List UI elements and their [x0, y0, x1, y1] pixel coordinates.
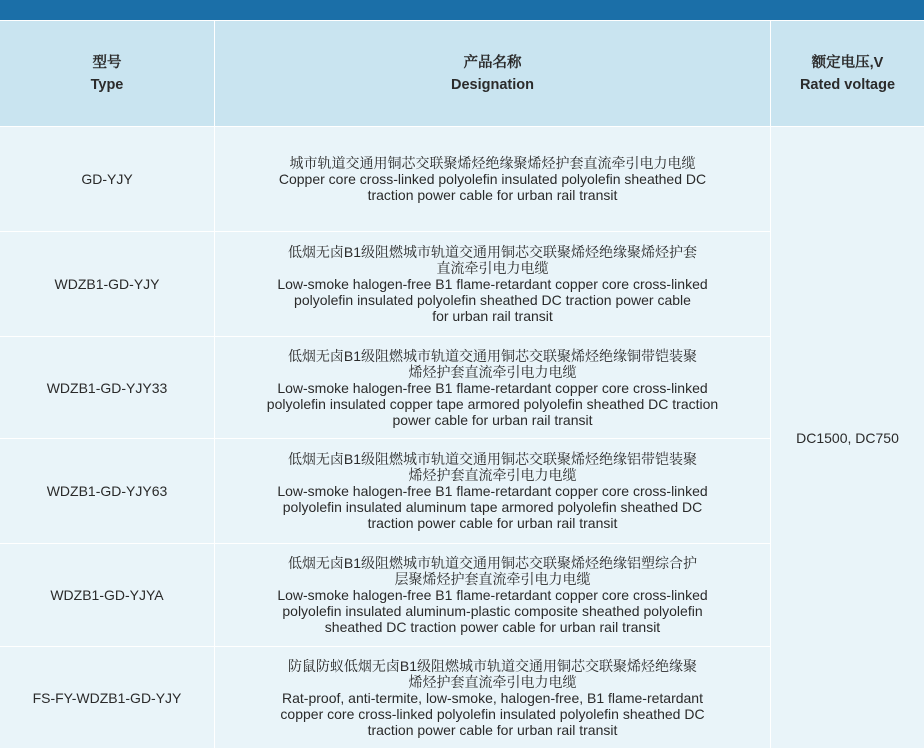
designation-line: 烯烃护套直流牵引电力电缆: [408, 363, 577, 380]
designation-cell: [215, 337, 770, 438]
header-designation-en: Designation: [451, 76, 534, 93]
designation-cell: [215, 127, 770, 231]
type-value: WDZB1-GD-YJY: [54, 276, 160, 292]
spec-table: [0, 21, 924, 748]
type-value: WDZB1-GD-YJYA: [50, 587, 164, 603]
type-value: GD-YJY: [81, 171, 133, 187]
designation-cell: [215, 647, 770, 748]
type-cell: [0, 127, 214, 231]
header-voltage-en: Rated voltage: [799, 76, 896, 93]
designation-line: 城市轨道交通用铜芯交联聚烯烃绝缘聚烯烃护套直流牵引电力电缆: [289, 155, 696, 171]
type-value: FS-FY-WDZB1-GD-YJY: [32, 689, 182, 706]
designation-line: Low-smoke halogen-free B1 flame-retardant copper core cross-linked: [277, 276, 708, 292]
designation-line: 低烟无卤B1级阻燃城市轨道交通用铜芯交联聚烯烃绝缘聚烯烃护套: [287, 244, 698, 260]
designation-line: 低烟无卤B1级阻燃城市轨道交通用铜芯交联聚烯烃绝缘铜带铠装聚: [287, 347, 698, 364]
designation-line: for urban rail transit: [432, 308, 553, 324]
header-voltage-zh: 额定电压,V: [811, 54, 884, 71]
designation-line: 烯烃护套直流牵引电力电缆: [408, 467, 577, 483]
type-value: WDZB1-GD-YJY33: [46, 379, 168, 396]
designation-line: traction power cable for urban rail transit: [367, 187, 618, 203]
designation-line: 低烟无卤B1级阻燃城市轨道交通用铜芯交联聚烯烃绝缘铝塑综合护: [287, 555, 698, 571]
rated-voltage-cell: [771, 127, 924, 748]
type-value: WDZB1-GD-YJY63: [46, 483, 168, 499]
designation-line: sheathed DC traction power cable for urban rail transit: [324, 619, 661, 635]
designation-line: 直流牵引电力电缆: [436, 260, 549, 276]
designation-line: Low-smoke halogen-free B1 flame-retardant copper core cross-linked: [277, 379, 708, 396]
designation-line: Copper core cross-linked polyolefin insulated polyolefin sheathed DC: [278, 171, 707, 187]
header-type: [0, 21, 214, 126]
designation-cell: [215, 232, 770, 336]
designation-line: 低烟无卤B1级阻燃城市轨道交通用铜芯交联聚烯烃绝缘铝带铠装聚: [287, 451, 698, 467]
designation-line: 层聚烯烃护套直流牵引电力电缆: [394, 571, 591, 587]
designation-line: 防鼠防蚁低烟无卤B1级阻燃城市轨道交通用铜芯交联聚烯烃绝缘聚: [287, 657, 698, 674]
header-type-zh: 型号: [92, 54, 122, 71]
designation-line: polyolefin insulated aluminum tape armored polyolefin sheathed DC: [282, 499, 703, 515]
type-cell: [0, 544, 214, 646]
rated-voltage-value: DC1500, DC750: [796, 429, 899, 446]
designation-cell: [215, 439, 770, 543]
designation-line: polyolefin insulated copper tape armored polyolefin sheathed DC traction: [266, 395, 719, 412]
type-cell: [0, 232, 214, 336]
designation-line: Low-smoke halogen-free B1 flame-retardant copper core cross-linked: [277, 483, 708, 499]
column-divider: [770, 21, 771, 748]
header-designation: [215, 21, 770, 126]
designation-line: power cable for urban rail transit: [392, 411, 593, 428]
type-cell: [0, 439, 214, 543]
header-divider: [0, 126, 924, 127]
designation-line: Low-smoke halogen-free B1 flame-retardant copper core cross-linked: [277, 587, 708, 603]
type-cell: [0, 647, 214, 748]
designation-line: traction power cable for urban rail transit: [367, 721, 618, 738]
header-type-en: Type: [90, 76, 124, 93]
type-cell: [0, 337, 214, 438]
designation-line: polyolefin insulated polyolefin sheathed DC traction power cable: [294, 292, 691, 308]
designation-line: 烯烃护套直流牵引电力电缆: [408, 673, 577, 690]
column-divider: [214, 21, 215, 748]
designation-line: polyolefin insulated aluminum-plastic composite sheathed polyolefin: [282, 603, 703, 619]
header-voltage: [771, 21, 924, 126]
designation-line: traction power cable for urban rail transit: [367, 515, 618, 531]
designation-cell: [215, 544, 770, 646]
designation-line: copper core cross-linked polyolefin insulated polyolefin sheathed DC: [280, 705, 705, 722]
top-bar: [0, 0, 924, 20]
designation-line: Rat-proof, anti-termite, low-smoke, halogen-free, B1 flame-retardant: [282, 689, 703, 706]
header-designation-zh: 产品名称: [463, 54, 522, 71]
